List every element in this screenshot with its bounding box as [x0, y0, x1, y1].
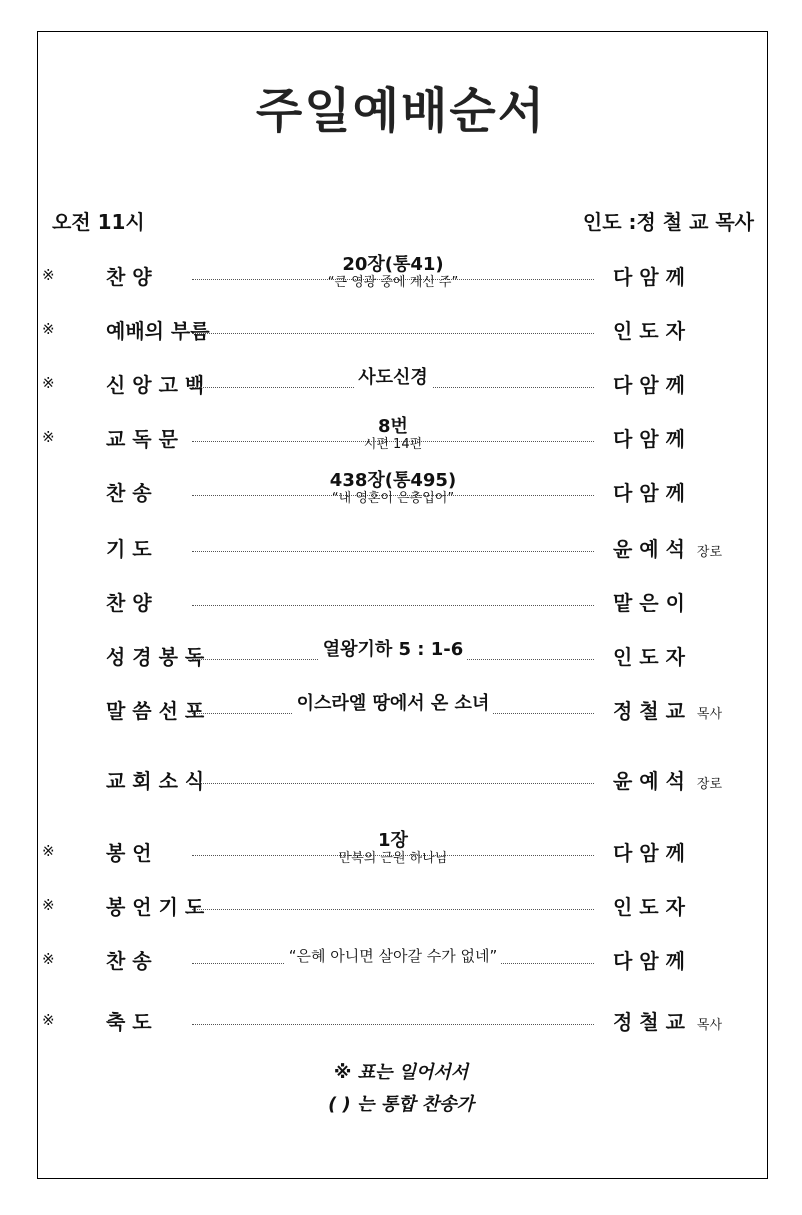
responsible-name: 다 암 께	[613, 481, 685, 505]
responsible-name: 인 도 자	[613, 895, 685, 919]
service-item	[38, 830, 766, 874]
item-label: 찬 양	[106, 591, 152, 615]
service-item	[38, 638, 766, 678]
standing-mark: ※	[42, 842, 55, 860]
dotted-leader	[192, 333, 594, 334]
item-responsible	[613, 587, 753, 616]
responsible-name: 맡 은 이	[613, 591, 685, 615]
item-detail	[192, 416, 594, 453]
item-detail	[192, 254, 594, 291]
item-label: 찬 송	[106, 481, 152, 505]
item-label: 축 도	[106, 1010, 152, 1034]
standing-mark: ※	[42, 1011, 55, 1029]
item-detail	[192, 362, 594, 389]
responsible-name: 다 암 께	[613, 427, 685, 451]
responsible-name: 다 암 께	[613, 949, 685, 973]
dotted-leader	[192, 909, 594, 910]
item-detail	[192, 938, 594, 967]
responsible-name: 인 도 자	[613, 645, 685, 669]
item-main: 열왕기하 5 : 1-6	[319, 639, 468, 661]
item-main: 사도신경	[354, 367, 432, 389]
service-time: 오전 11시	[52, 210, 145, 234]
item-label: 교 독 문	[106, 427, 178, 451]
dotted-leader	[192, 605, 594, 606]
service-item	[38, 888, 766, 928]
item-main: “은혜 아니면 살아갈 수가 없네”	[285, 945, 502, 967]
standing-mark: ※	[42, 896, 55, 914]
responsible-title: 장로	[696, 777, 723, 792]
item-sub: “내 영혼이 은총입어”	[331, 491, 455, 506]
item-responsible	[613, 891, 753, 920]
dotted-leader	[192, 783, 594, 784]
item-responsible	[613, 369, 753, 398]
page-title: 주일예배순서	[255, 83, 547, 139]
dotted-leader	[192, 551, 594, 552]
item-responsible	[613, 315, 753, 344]
item-detail	[192, 688, 594, 715]
item-label: 신 앙 고 백	[106, 373, 205, 397]
item-label: 찬 송	[106, 949, 152, 973]
service-item	[38, 470, 766, 514]
item-detail	[192, 470, 594, 507]
item-label: 기 도	[106, 537, 152, 561]
item-sub: 시편 14편	[363, 437, 423, 452]
item-label: 말 씀 선 포	[106, 699, 205, 723]
item-main: 8번	[374, 416, 412, 438]
item-label: 교 회 소 식	[106, 769, 205, 793]
item-detail	[192, 634, 594, 661]
item-responsible	[613, 945, 753, 974]
service-item	[38, 692, 766, 732]
responsible-name: 윤 예 석	[613, 769, 685, 793]
item-sub: “큰 영광 중에 계신 주”	[327, 275, 459, 290]
service-item	[38, 366, 766, 406]
service-item	[38, 942, 766, 982]
service-item	[38, 584, 766, 624]
item-label: 찬 양	[106, 265, 152, 289]
service-item	[38, 762, 766, 802]
service-item	[38, 530, 766, 570]
dotted-leader	[192, 1024, 594, 1025]
responsible-title: 장로	[696, 545, 723, 560]
standing-mark: ※	[42, 266, 55, 284]
footnote-standing: ※ 표는 일어서서	[333, 1062, 469, 1083]
item-sub: 만복의 근원 하나님	[338, 851, 448, 866]
item-responsible	[613, 837, 753, 866]
footnote-hymnal: ( ) 는 통합 찬송가	[328, 1094, 474, 1115]
responsible-name: 정 철 교	[613, 1010, 685, 1034]
standing-mark: ※	[42, 428, 55, 446]
responsible-name: 윤 예 석	[613, 537, 685, 561]
responsible-name: 다 암 께	[613, 841, 685, 865]
responsible-title: 목사	[696, 1018, 723, 1033]
service-item	[38, 254, 766, 298]
item-responsible	[613, 533, 753, 562]
service-item	[38, 312, 766, 352]
service-item	[38, 416, 766, 460]
item-main: 1장	[374, 830, 412, 852]
item-responsible	[613, 765, 753, 794]
item-main: 438장(통495)	[326, 470, 460, 492]
item-responsible	[613, 477, 753, 506]
item-label: 봉 언	[106, 841, 152, 865]
item-main: 이스라엘 땅에서 온 소녀	[293, 693, 494, 715]
standing-mark: ※	[42, 374, 55, 392]
item-responsible	[613, 1006, 753, 1035]
item-responsible	[613, 641, 753, 670]
responsible-name: 인 도 자	[613, 319, 685, 343]
item-label: 성 경 봉 독	[106, 645, 205, 669]
service-item	[38, 1003, 766, 1043]
standing-mark: ※	[42, 320, 55, 338]
responsible-title: 목사	[696, 707, 723, 722]
item-label: 예배의 부름	[106, 319, 210, 343]
item-responsible	[613, 695, 753, 724]
item-responsible	[613, 423, 753, 452]
standing-mark: ※	[42, 950, 55, 968]
service-leader: 인도 :정 철 교 목사	[582, 210, 754, 234]
item-responsible	[613, 261, 753, 290]
item-label: 봉 언 기 도	[106, 895, 205, 919]
responsible-name: 다 암 께	[613, 265, 685, 289]
responsible-name: 정 철 교	[613, 699, 685, 723]
item-main: 20장(통41)	[338, 254, 447, 276]
responsible-name: 다 암 께	[613, 373, 685, 397]
item-detail	[192, 830, 594, 867]
